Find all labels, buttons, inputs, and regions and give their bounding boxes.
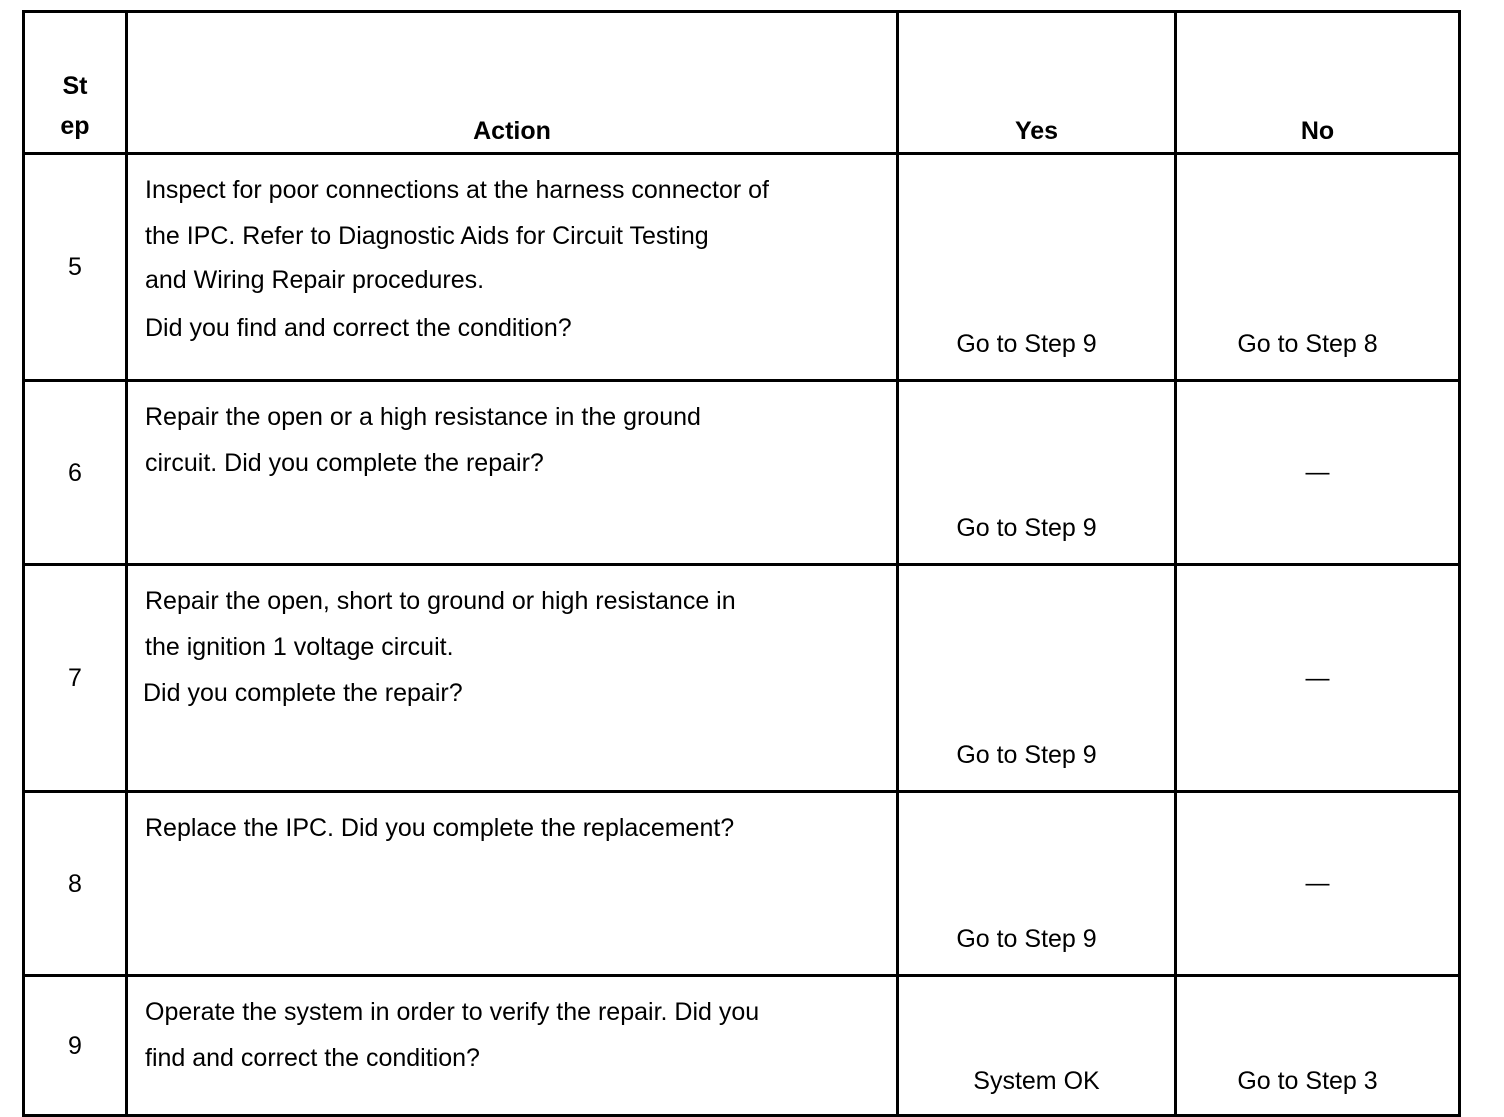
action-line: find and correct the condition?	[145, 1044, 480, 1072]
action-line: circuit. Did you complete the repair?	[145, 449, 544, 477]
action-line: Did you complete the repair?	[143, 679, 463, 707]
action-line: Repair the open or a high resistance in the ground	[145, 403, 701, 431]
no-result	[1176, 565, 1460, 792]
action-line: Replace the IPC. Did you complete the replacement?	[145, 814, 735, 842]
action-text	[127, 792, 898, 976]
action-line: and Wiring Repair procedures.	[145, 266, 485, 294]
action-text	[127, 154, 898, 381]
table-row	[24, 976, 1460, 1116]
no-result-text: —	[1305, 870, 1330, 898]
no-result	[1176, 792, 1460, 976]
header-no: No	[1176, 12, 1460, 154]
yes-result	[898, 565, 1176, 792]
step-number: 5	[24, 154, 127, 381]
yes-result-text: Go to Step 9	[956, 514, 1097, 542]
no-result	[1176, 976, 1460, 1116]
yes-result	[898, 381, 1176, 565]
diagnostic-table	[22, 10, 1461, 1117]
action-text	[127, 976, 898, 1116]
action-text	[127, 565, 898, 792]
action-line: Operate the system in order to verify the repair. Did you	[145, 998, 760, 1026]
action-line: Did you find and correct the condition?	[145, 314, 572, 342]
no-result-text: Go to Step 8	[1237, 330, 1378, 358]
action-text	[127, 381, 898, 565]
yes-result	[898, 154, 1176, 381]
action-line: the IPC. Refer to Diagnostic Aids for Circuit Testing	[145, 222, 709, 250]
no-result-text: —	[1305, 664, 1330, 692]
yes-result-text: System OK	[973, 1067, 1100, 1095]
no-result-text: —	[1305, 459, 1330, 487]
table-row	[24, 792, 1460, 976]
no-result	[1176, 154, 1460, 381]
step-number: 7	[24, 565, 127, 792]
header-step-line2: ep	[60, 112, 90, 140]
header-step-line1: St	[62, 72, 88, 100]
yes-result-text: Go to Step 9	[956, 925, 1097, 953]
table-row	[24, 565, 1460, 792]
yes-result-text: Go to Step 9	[956, 330, 1097, 358]
step-number: 6	[24, 381, 127, 565]
action-line: Inspect for poor connections at the harness connector of	[145, 176, 769, 204]
header-action: Action	[127, 12, 898, 154]
action-line: the ignition 1 voltage circuit.	[145, 633, 454, 661]
yes-result	[898, 976, 1176, 1116]
header-row	[24, 12, 1460, 154]
header-step	[24, 12, 127, 154]
action-line: Repair the open, short to ground or high resistance in	[145, 587, 736, 615]
yes-result	[898, 792, 1176, 976]
step-number: 8	[24, 792, 127, 976]
yes-result-text: Go to Step 9	[956, 741, 1097, 769]
table-row	[24, 381, 1460, 565]
header-yes: Yes	[898, 12, 1176, 154]
no-result-text: Go to Step 3	[1237, 1067, 1378, 1095]
table-row	[24, 154, 1460, 381]
step-number: 9	[24, 976, 127, 1116]
no-result	[1176, 381, 1460, 565]
